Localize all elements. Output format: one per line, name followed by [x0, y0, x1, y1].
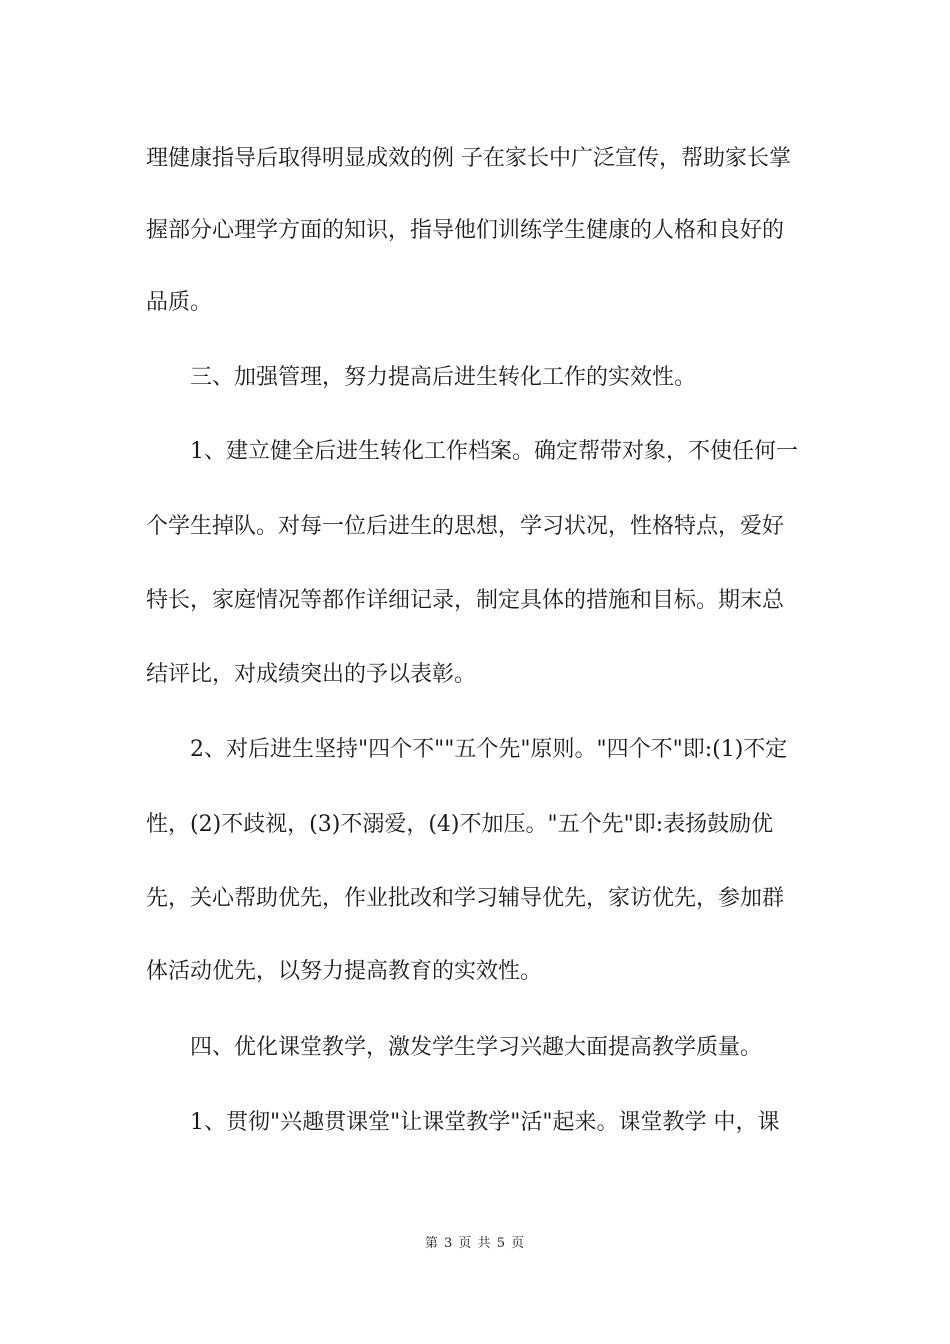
body-line-1: 理健康指导后取得明显成效的例 子在家长中广泛宣传，帮助家长掌: [146, 146, 791, 171]
page-number-footer: 第 3 页 共 5 页: [424, 1236, 526, 1251]
body-line-7: 特长，家庭情况等都作详细记录，制定具体的措施和目标。期末总: [146, 588, 785, 613]
body-line-6: 个学生掉队。对每一位后进生的思想，学习状况，性格特点，爱好: [146, 514, 785, 539]
body-line-3: 品质。: [146, 290, 213, 315]
body-line-11: 先，关心帮助优先，作业批改和学习辅导优先，家访优先，参加群: [146, 886, 785, 911]
body-line-12: 体活动优先，以努力提高教育的实效性。: [146, 959, 543, 984]
body-line-14: 1、贯彻"兴趣贯课堂"让课堂教学"活"起来。课堂教学 中，课: [190, 1110, 780, 1135]
section-heading-4: 四、优化课堂教学，激发学生学习兴趣大面提高教学质量。: [190, 1035, 763, 1060]
body-line-8: 结评比，对成绩突出的予以表彰。: [146, 662, 477, 687]
body-line-9: 2、对后进生坚持"四个不""五个先"原则。"四个不"即:(1)不定: [190, 737, 788, 762]
section-heading-3: 三、加强管理，努力提高后进生转化工作的实效性。: [190, 365, 697, 390]
body-line-10: 性，(2)不歧视，(3)不溺爱，(4)不加压。"五个先"即:表扬鼓励优: [146, 812, 774, 837]
body-line-5: 1、建立健全后进生转化工作档案。确定帮带对象，不使任何一: [190, 439, 798, 464]
body-line-2: 握部分心理学方面的知识，指导他们训练学生健康的人格和良好的: [146, 218, 785, 243]
